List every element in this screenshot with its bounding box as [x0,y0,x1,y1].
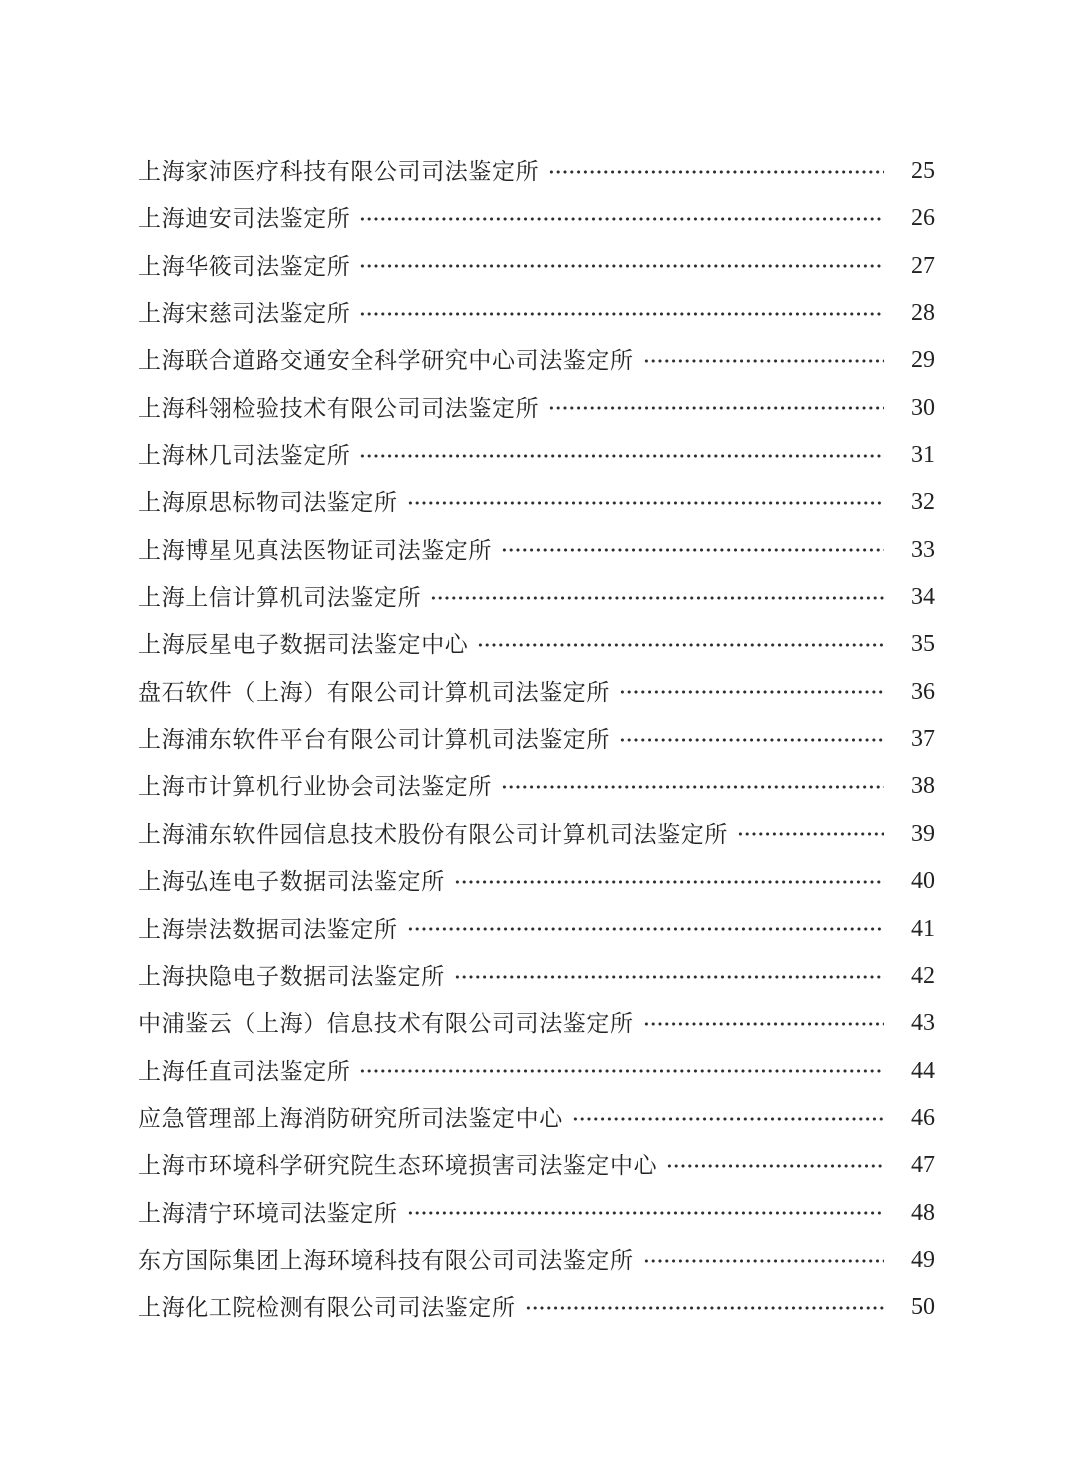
toc-entry-title: 上海迪安司法鉴定所 [138,206,351,232]
toc-entry-title: 上海浦东软件园信息技术股份有限公司计算机司法鉴定所 [138,821,728,847]
dot-leader [643,1255,884,1267]
dot-leader [359,260,884,272]
dot-leader [430,592,884,604]
toc-entry[interactable] [138,1237,935,1284]
toc-list [138,148,935,1332]
toc-entry[interactable] [138,574,935,621]
toc-entry-page: 48 [911,1199,935,1226]
toc-entry-page: 49 [911,1246,935,1273]
toc-entry[interactable] [138,479,935,526]
toc-entry[interactable] [138,763,935,810]
toc-entry[interactable] [138,243,935,290]
toc-entry-page: 25 [911,158,935,184]
toc-entry[interactable] [138,337,935,384]
toc-entry-title: 上海任直司法鉴定所 [138,1058,351,1084]
dot-leader [643,1018,884,1030]
toc-entry-title: 上海家沛医疗科技有限公司司法鉴定所 [138,159,540,184]
toc-entry-page: 42 [911,962,935,989]
toc-entry-title: 上海市环境科学研究院生态环境损害司法鉴定中心 [138,1153,658,1179]
toc-entry-title: 东方国际集团上海环境科技有限公司司法鉴定所 [138,1247,634,1273]
dot-leader [407,1207,884,1219]
dot-leader [477,639,884,651]
dot-leader [359,1065,884,1077]
toc-entry[interactable] [138,432,935,479]
toc-entry[interactable] [138,148,935,195]
toc-entry[interactable] [138,290,935,337]
toc-entry-page: 50 [911,1294,935,1321]
toc-entry[interactable] [138,716,935,763]
dot-leader [454,971,884,983]
toc-entry-page: 47 [911,1152,935,1179]
toc-entry[interactable] [138,195,935,242]
dot-leader [407,497,884,509]
toc-entry-page: 26 [911,205,935,232]
dot-leader [407,923,884,935]
toc-entry-title: 上海化工院检测有限公司司法鉴定所 [138,1295,516,1321]
toc-entry[interactable] [138,669,935,716]
toc-entry-title: 上海浦东软件平台有限公司计算机司法鉴定所 [138,727,610,753]
toc-entry-title: 上海华筱司法鉴定所 [138,253,351,279]
toc-entry[interactable] [138,811,935,858]
toc-entry[interactable] [138,1000,935,1047]
dot-leader [359,308,884,320]
toc-entry[interactable] [138,1095,935,1142]
dot-leader [666,1160,884,1172]
dot-leader [501,544,884,556]
toc-entry-title: 上海市计算机行业协会司法鉴定所 [138,774,492,800]
toc-entry-title: 上海清宁环境司法鉴定所 [138,1200,398,1226]
toc-entry-page: 44 [911,1057,935,1084]
dot-leader [525,1302,884,1314]
toc-entry-page: 38 [911,773,935,800]
toc-entry[interactable] [138,385,935,432]
toc-entry-page: 35 [911,631,935,658]
toc-entry-title: 上海林几司法鉴定所 [138,443,351,469]
dot-leader [454,876,884,888]
toc-entry[interactable] [138,953,935,1000]
toc-entry-page: 41 [911,915,935,942]
toc-entry-page: 39 [911,820,935,847]
toc-entry-title: 上海原思标物司法鉴定所 [138,490,398,516]
toc-entry-title: 上海崇法数据司法鉴定所 [138,916,398,942]
toc-entry-page: 27 [911,252,935,279]
toc-entry-page: 34 [911,584,935,611]
toc-entry-page: 29 [911,347,935,374]
dot-leader [572,1113,884,1125]
dot-leader [619,734,884,746]
toc-entry-page: 43 [911,1010,935,1037]
toc-entry[interactable] [138,527,935,574]
dot-leader [548,402,884,414]
toc-entry-page: 33 [911,536,935,563]
dot-leader [501,781,884,793]
toc-entry-title: 上海博星见真法医物证司法鉴定所 [138,537,492,563]
toc-entry-page: 31 [911,442,935,469]
toc-entry-title: 中浦鉴云（上海）信息技术有限公司司法鉴定所 [138,1011,634,1037]
toc-entry[interactable] [138,621,935,668]
toc-entry-page: 40 [911,868,935,895]
toc-entry-page: 36 [911,678,935,705]
dot-leader [359,450,884,462]
toc-entry-title: 上海抉隐电子数据司法鉴定所 [138,963,445,989]
dot-leader [359,213,884,225]
toc-entry-title: 上海辰星电子数据司法鉴定中心 [138,632,469,658]
toc-entry-page: 28 [911,300,935,327]
toc-entry-page: 37 [911,726,935,753]
toc-entry-title: 上海上信计算机司法鉴定所 [138,585,422,611]
toc-entry[interactable] [138,1284,935,1331]
toc-entry[interactable] [138,906,935,953]
toc-entry-title: 上海科翎检验技术有限公司司法鉴定所 [138,395,540,421]
dot-leader [548,166,884,178]
toc-entry-title: 上海宋慈司法鉴定所 [138,301,351,327]
toc-entry[interactable] [138,1048,935,1095]
toc-entry-title: 盘石软件（上海）有限公司计算机司法鉴定所 [138,679,610,705]
dot-leader [737,828,884,840]
toc-entry-title: 上海联合道路交通安全科学研究中心司法鉴定所 [138,348,634,374]
toc-entry[interactable] [138,858,935,905]
dot-leader [643,355,884,367]
toc-entry-title: 上海弘连电子数据司法鉴定所 [138,869,445,895]
toc-entry-title: 应急管理部上海消防研究所司法鉴定中心 [138,1105,563,1131]
toc-entry-page: 46 [911,1104,935,1131]
toc-entry[interactable] [138,1142,935,1189]
toc-entry[interactable] [138,1190,935,1237]
toc-entry-page: 30 [911,394,935,421]
dot-leader [619,686,884,698]
toc-entry-page: 32 [911,489,935,516]
